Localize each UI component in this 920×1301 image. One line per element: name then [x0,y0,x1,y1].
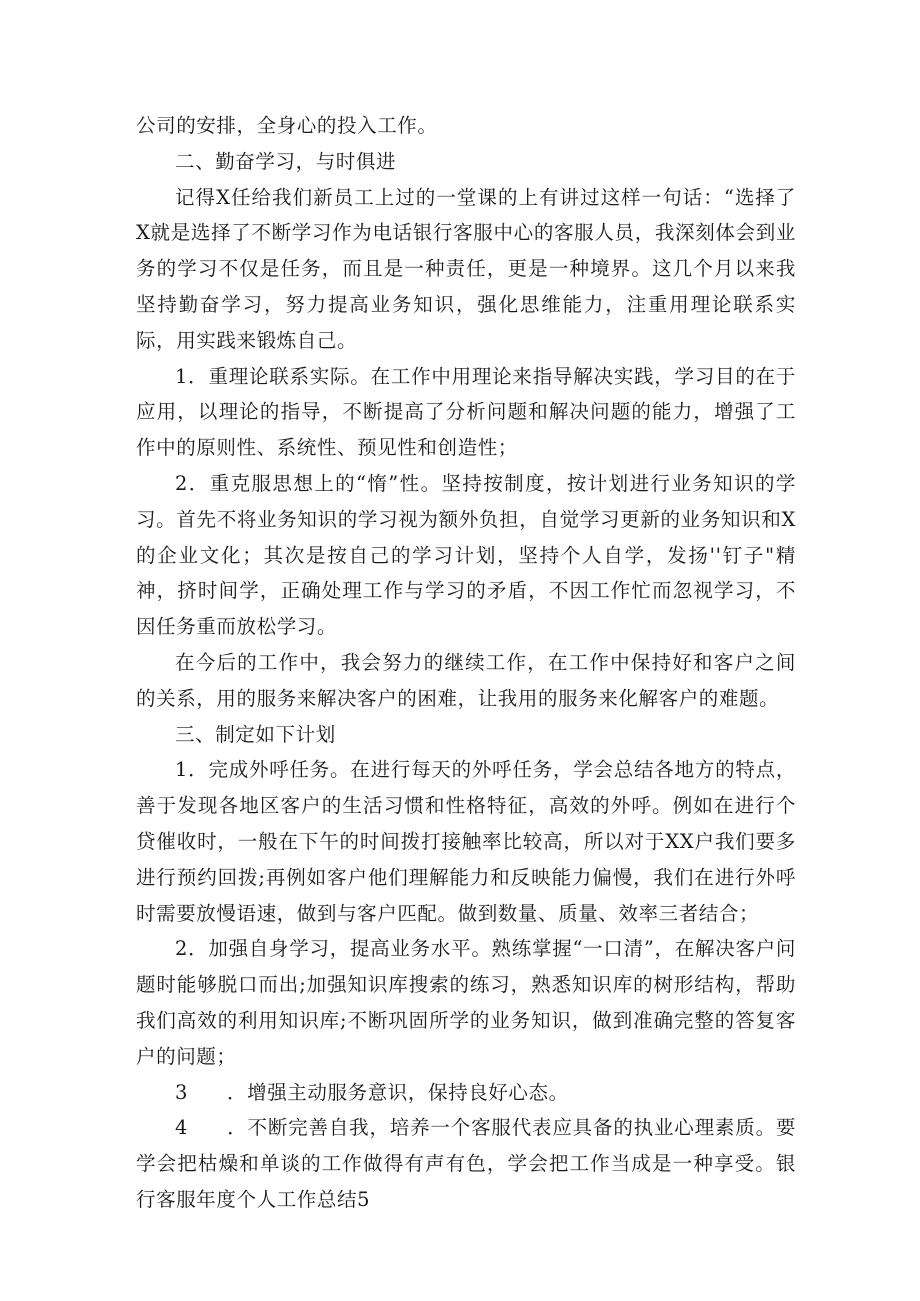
list-item-text: ．不断完善自我，培养一个客服代表应具备的执业心理素质。要学会把枯燥和单谈的工作做得有声有色，学会把工作当成是一种享受。银行客服年度个人工作总结5 [136,1116,796,1211]
list-item-service-awareness [136,1075,796,1111]
list-item-text: ．增强主动服务意识，保持良好心态。 [227,1080,569,1104]
paragraph-theory-practice: 1．重理论联系实际。在工作中用理论来指导解决实践，学习目的在于应用，以理论的指导，不断提高了分析问题和解决问题的能力，增强了工作中的原则性、系统性、预见性和创造性； [136,364,796,460]
section-heading-study: 二、勤奋学习，与时俱进 [175,149,397,173]
section-heading-plan: 三、制定如下计划 [175,722,336,746]
paragraph-continuation: 公司的安排，全身心的投入工作。 [136,114,438,137]
list-item-number: 4 [175,1116,189,1140]
list-item-self-improvement [136,1110,796,1217]
paragraph-outbound-calls: 1．完成外呼任务。在进行每天的外呼任务，学会总结各地方的特点，善于发现各地区客户的生活习惯和性格特征，高效的外呼。例如在进行个贷催收时，一般在下午的时间拨打接触率比较高，所以对于XX户我们要多进行预约回拨;再例如客户他们理解能力和反映能力偏慢，我们在进行外呼时需要放慢语速，做到与客户匹配。做到数量、质量、效率三者结合； [136,758,796,925]
paragraph-self-learning: 2．加强自身学习，提高业务水平。熟练掌握“一口清”，在解决客户问题时能够脱口而出;加强知识库搜索的练习，熟悉知识库的树形结构，帮助我们高效的利用知识库;不断巩固所学的业务知识，做到准确完整的答复客户的问题； [136,937,796,1068]
paragraph-future-work: 在今后的工作中，我会努力的继续工作，在工作中保持好和客户之间的关系，用的服务来解决客户的困难，让我用的服务来化解客户的难题。 [136,650,796,710]
document-body [136,108,796,1218]
paragraph-overcome-laziness: 2．重克服思想上的“惰”性。坚持按制度，按计划进行业务知识的学习。首先不将业务知识的学习视为额外负担，自觉学习更新的业务知识和X的企业文化；其次是按自己的学习计划，坚持个人自学，发扬''钉子"精神，挤时间学，正确处理工作与学习的矛盾，不因工作忙而忽视学习，不因任务重而放松学习。 [136,471,796,639]
list-item-number: 3 [175,1080,189,1104]
paragraph-study-intro: 记得X任给我们新员工上过的一堂课的上有讲过这样一句话：“选择了X就是选择了不断学习作为电话银行客服中心的客服人员，我深刻体会到业务的学习不仅是任务，而且是一种责任，更是一种境界。这几个月以来我坚持勤奋学习，努力提高业务知识，强化思维能力，注重用理论联系实际，用实践来锻炼自己。 [136,185,796,352]
